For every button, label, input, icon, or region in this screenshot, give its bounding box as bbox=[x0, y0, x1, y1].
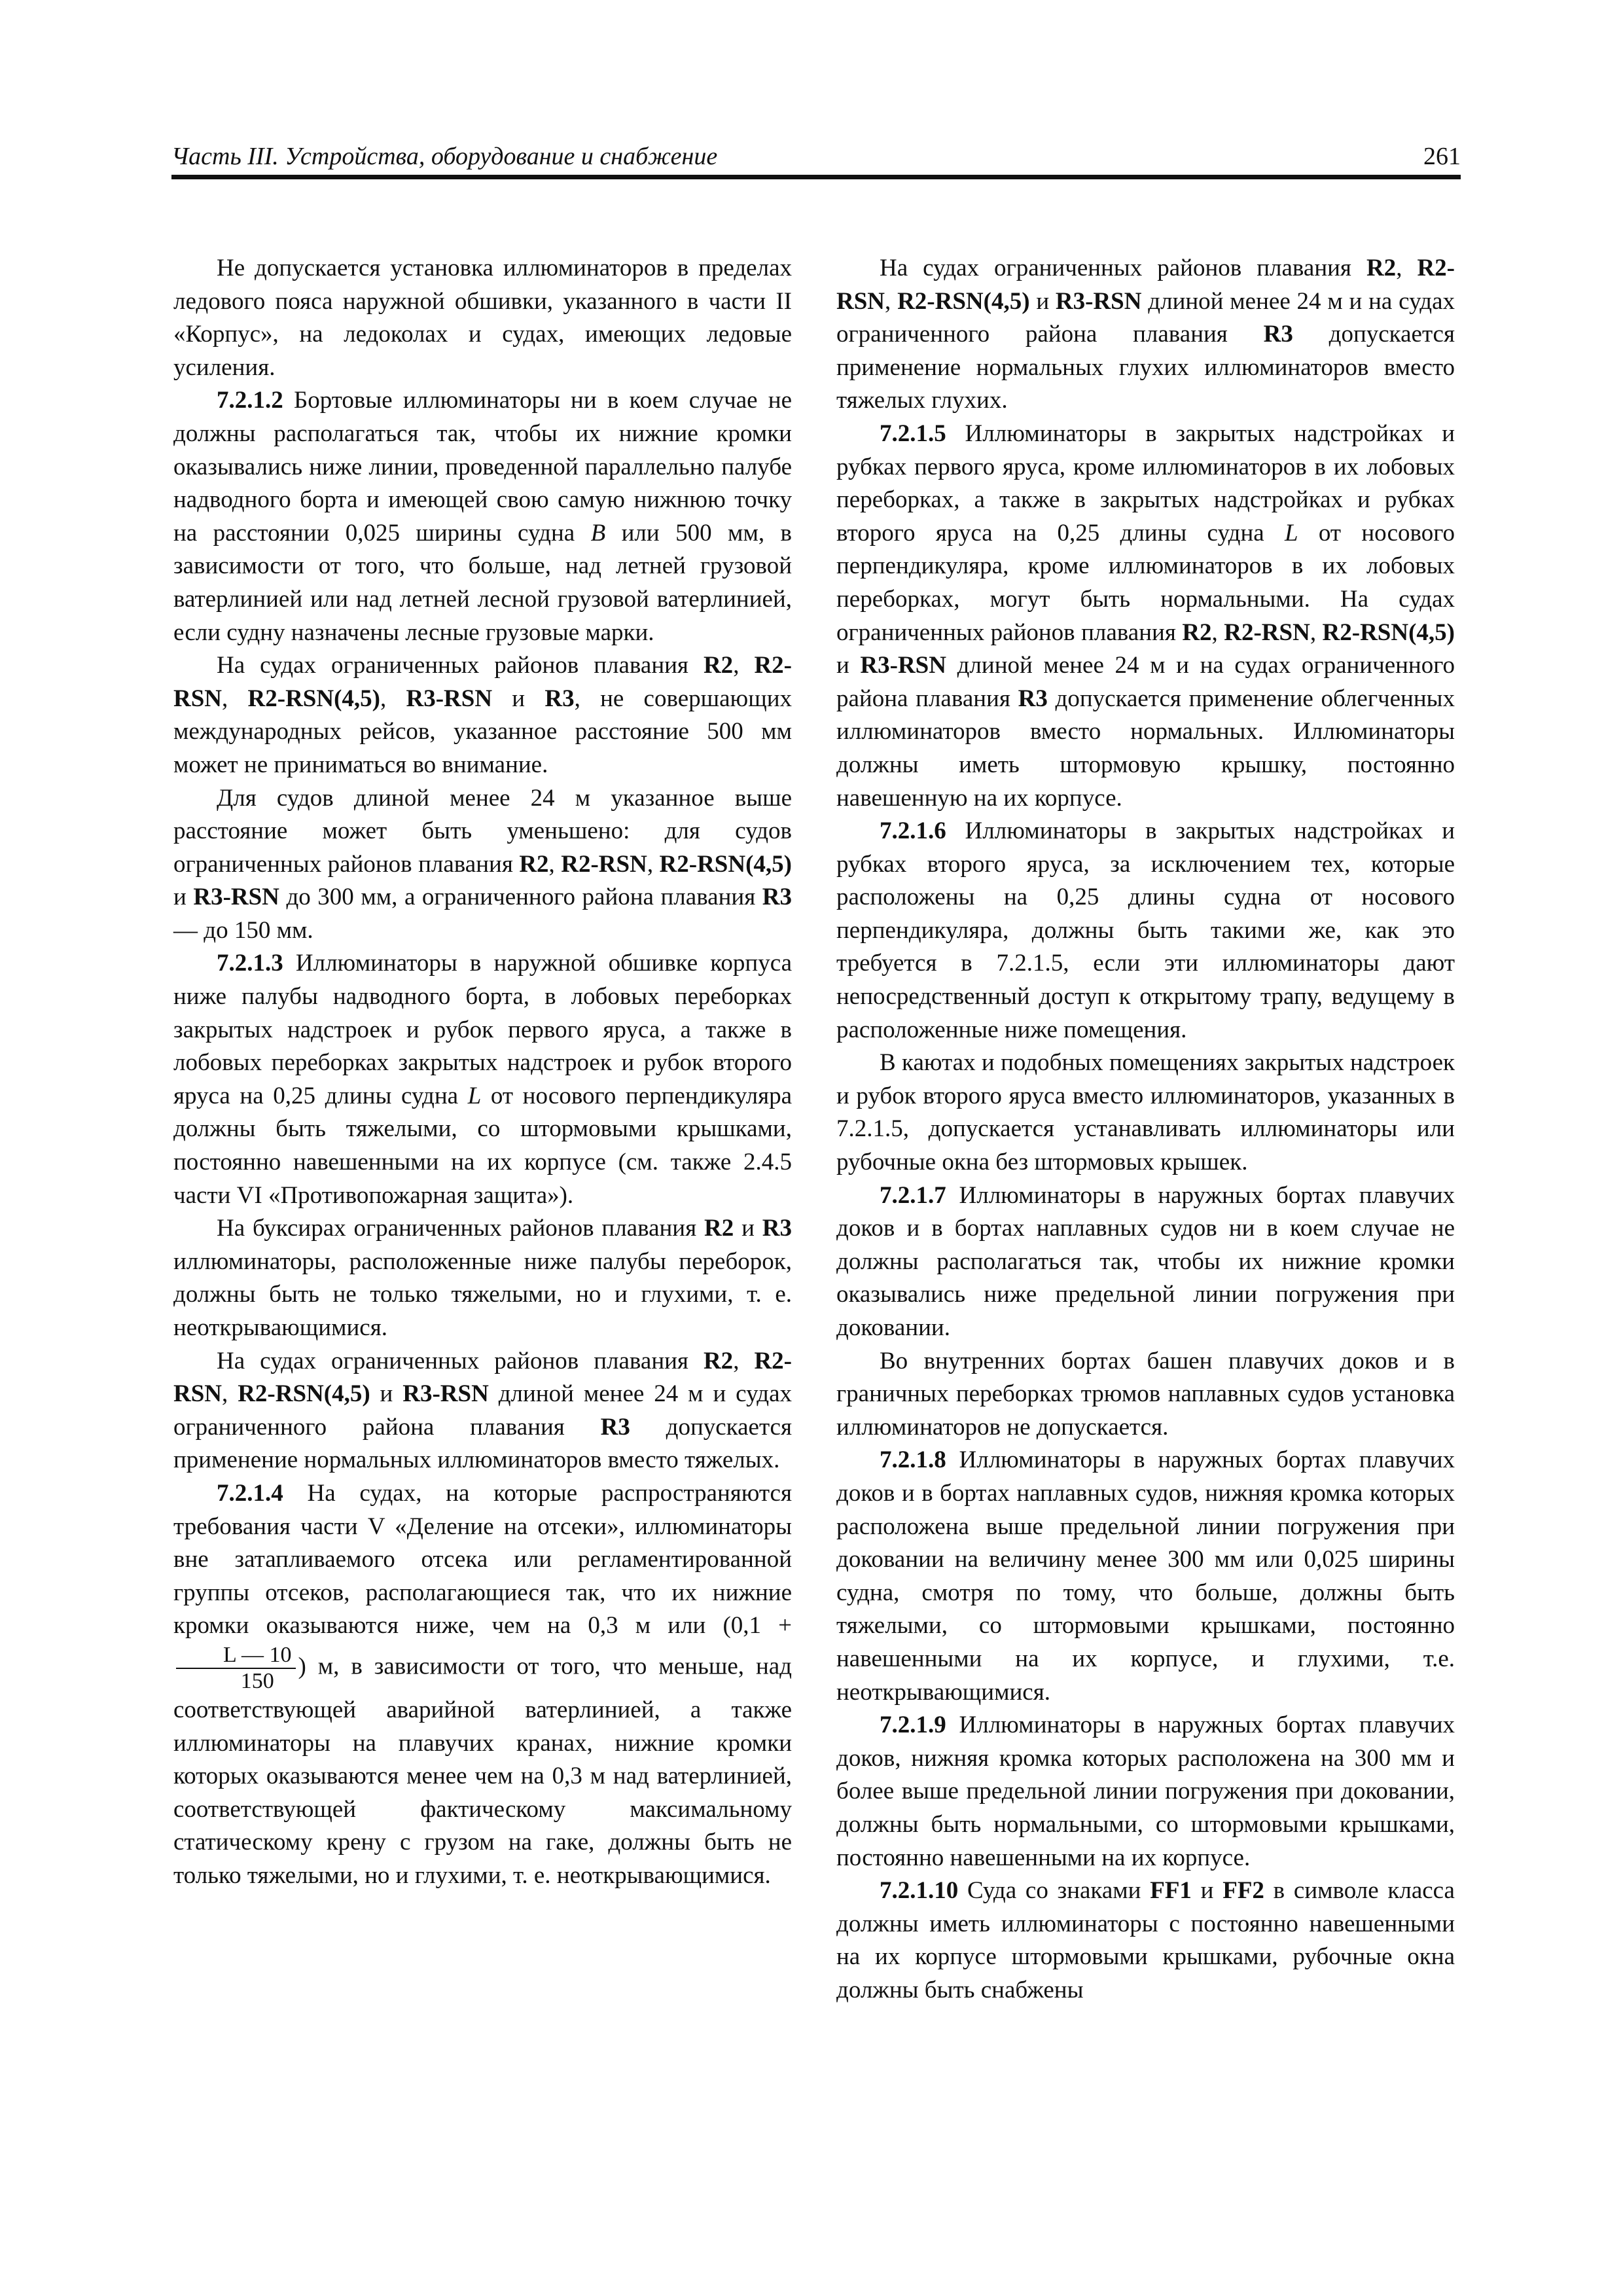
class-mark: R2 bbox=[703, 652, 734, 679]
section-number: 7.2.1.9 bbox=[880, 1712, 946, 1739]
class-mark: R2-RSN(4,5) bbox=[1322, 619, 1455, 646]
paragraph bbox=[173, 384, 792, 649]
class-mark: R2-RSN(4,5) bbox=[897, 287, 1030, 315]
separator: , bbox=[733, 1347, 755, 1374]
paragraph-text: На судах, на которые распространяются требования части V «Деление на отсеки», иллюминаторы вне затапливаемого отсека или регламентированной группы отсеков, располагающиеся так, что их нижние кромки оказываются ниже, чем на 0,3 м или (0,1 + bbox=[173, 1479, 792, 1640]
paragraph bbox=[836, 1874, 1455, 2007]
class-mark: R2 bbox=[1366, 255, 1397, 281]
separator: , bbox=[548, 850, 562, 878]
paragraph-text: от носового перпендикуляра должны быть тяжелыми, со штормовыми крышками, постоянно навешенными на их корпусе (см. также 2.4.5 части VI «Противопожарная защита»). bbox=[173, 1082, 793, 1209]
paragraph-text: или 500 мм, в зависимости от того, что больше, над летней грузовой ватерлинией или над летней лесной грузовой ватерлинией, если судну назначены лесные грузовые марки. bbox=[173, 519, 792, 646]
separator: и bbox=[734, 1215, 762, 1242]
class-mark: R3 bbox=[1018, 685, 1048, 712]
running-header bbox=[171, 140, 1461, 179]
class-mark: R2-RSN bbox=[173, 652, 792, 712]
section-number: 7.2.1.4 bbox=[217, 1479, 283, 1507]
paragraph-text: Для судов длиной менее 24 м указанное выше расстояние может быть уменьшено: для судов ограниченных районов плавания bbox=[173, 784, 792, 878]
class-mark: R2 bbox=[1182, 619, 1212, 646]
paragraph-text: На судах ограниченных районов плавания bbox=[880, 255, 1366, 281]
paragraph bbox=[173, 649, 792, 781]
separator: , bbox=[380, 685, 406, 712]
paragraph bbox=[836, 815, 1455, 1047]
paragraph-text: — до 150 мм. bbox=[173, 916, 313, 944]
paragraph-text: длиной менее 24 м и на судах ограниченного района плавания bbox=[836, 652, 1455, 712]
paragraph bbox=[173, 1345, 792, 1477]
class-mark: R2 bbox=[519, 850, 549, 878]
paragraph bbox=[836, 418, 1455, 815]
paragraph-text: допускается применение нормальных иллюминаторов вместо тяжелых. bbox=[173, 1413, 792, 1474]
class-mark: R3-RSN bbox=[1055, 287, 1142, 315]
class-mark: FF1 bbox=[1150, 1877, 1192, 1905]
paragraph-text: Не допускается установка иллюминаторов в пределах ледового пояса наружной обшивки, указанного в части II «Корпус», на ледоколах и судах, имеющих ледовые усиления. bbox=[173, 255, 792, 381]
left-column bbox=[173, 252, 792, 1893]
variable: L bbox=[1285, 519, 1298, 547]
paragraph-text: Иллюминаторы в наружных бортах плавучих доков и в бортах наплавных судов, нижняя кромка которых расположена выше предельной линии погружения при доковании на величину менее 300 мм или 0,025 ширины судна, смотря по тому, что больше, должны быть тяжелыми, со штормовыми крышками, постоянно навешенными на их корпусе, и глухими, т.е. неоткрывающимися. bbox=[836, 1446, 1455, 1706]
paragraph-text: Иллюминаторы в наружной обшивке корпуса ниже палубы надводного борта, в лобовых переборках закрытых надстроек и рубок первого яруса, а также в лобовых переборках закрытых надстроек и рубок второго яруса на 0,25 длины судна bbox=[173, 950, 792, 1109]
paragraph bbox=[836, 252, 1455, 418]
class-mark: R3-RSN bbox=[402, 1380, 489, 1408]
paragraph-text: ) м, в зависимости от того, что меньше, над соответствующей аварийной ватерлинией, а также иллюминаторы на плавучих кранах, нижние кромки которых оказываются менее чем на 0,3 м над ватерлинией, соответствующей фактическому максимальному статическому крену с грузом на гаке, должны быть не только тяжелыми, но и глухими, т. е. неоткрывающимися. bbox=[173, 1653, 792, 1889]
paragraph-text: длиной менее 24 м и судах ограниченного района плавания bbox=[173, 1380, 792, 1441]
variable: B bbox=[590, 519, 606, 547]
class-mark: R3-RSN bbox=[406, 685, 493, 712]
fraction bbox=[176, 1643, 296, 1694]
separator: , bbox=[1310, 619, 1323, 646]
paragraph bbox=[173, 252, 792, 384]
fraction-numerator: L — 10 bbox=[176, 1643, 296, 1669]
class-mark: R3-RSN bbox=[860, 652, 946, 679]
paragraph bbox=[173, 782, 792, 948]
paragraph bbox=[173, 947, 792, 1212]
class-mark: R2-RSN bbox=[836, 255, 1455, 315]
section-number: 7.2.1.6 bbox=[880, 817, 946, 845]
paragraph bbox=[836, 1047, 1455, 1179]
separator: и bbox=[1191, 1877, 1223, 1905]
class-mark: R2 bbox=[704, 1215, 734, 1242]
section-number: 7.2.1.2 bbox=[217, 387, 283, 414]
page-number: 261 bbox=[1423, 143, 1461, 170]
separator: и bbox=[836, 652, 861, 679]
paragraph-text: Во внутренних бортах башен плавучих доков и в граничных переборках трюмов наплавных судов установка иллюминаторов не допускается. bbox=[836, 1347, 1455, 1441]
separator: и bbox=[1029, 287, 1056, 315]
separator: , bbox=[222, 685, 248, 712]
section-number: 7.2.1.8 bbox=[880, 1446, 946, 1474]
class-mark: R3 bbox=[1263, 321, 1293, 348]
paragraph-text: Иллюминаторы в закрытых надстройках и рубках первого яруса, кроме иллюминаторов в их лобовых переборках, а также в закрытых надстройках и рубках второго яруса на 0,25 длины судна bbox=[836, 420, 1455, 547]
paragraph bbox=[836, 1345, 1455, 1444]
class-mark: R3 bbox=[600, 1413, 630, 1441]
section-number: 7.2.1.10 bbox=[880, 1877, 959, 1905]
class-mark: R2-RSN bbox=[1224, 619, 1310, 646]
class-mark: R2-RSN(4,5) bbox=[659, 850, 792, 878]
paragraph bbox=[836, 1444, 1455, 1709]
separator: , bbox=[647, 850, 660, 878]
section-number: 7.2.1.3 bbox=[217, 950, 283, 977]
section-number: 7.2.1.5 bbox=[880, 420, 946, 447]
paragraph-text: Иллюминаторы в наружных бортах плавучих доков, нижняя кромка которых расположена на 300 мм и более выше предельной линии погружения при доковании, должны быть нормальными, со штормовыми крышками, постоянно навешенными на их корпусе. bbox=[836, 1712, 1455, 1871]
paragraph-text: допускается применение нормальных глухих иллюминаторов вместо тяжелых глухих. bbox=[836, 321, 1455, 414]
header-title: Часть III. Устройства, оборудование и снабжение bbox=[171, 143, 718, 170]
class-mark: R3-RSN bbox=[193, 884, 279, 911]
class-mark: R2-RSN(4,5) bbox=[247, 685, 380, 712]
class-mark: FF2 bbox=[1222, 1877, 1264, 1905]
class-mark: R2-RSN bbox=[173, 1347, 792, 1408]
paragraph-text: Суда со знаками bbox=[958, 1877, 1150, 1905]
paragraph-text: На судах ограниченных районов плавания bbox=[217, 652, 704, 679]
variable: L bbox=[467, 1082, 482, 1109]
paragraph bbox=[173, 1477, 792, 1893]
paragraph-text: длиной менее 24 м и на судах ограниченного района плавания bbox=[836, 287, 1455, 348]
separator: , bbox=[885, 287, 898, 315]
class-mark: R3 bbox=[762, 884, 792, 911]
paragraph-text: Бортовые иллюминаторы ни в коем случае не должны располагаться так, чтобы их нижние кромки оказывались ниже линии, проведенной параллельно палубе надводного борта и имеющей свою самую нижнюю точку на расстоянии 0,025 ширины судна bbox=[173, 387, 792, 547]
paragraph-text: допускается применение облегченных иллюминаторов вместо нормальных. Иллюминаторы должны иметь штормовую крышку, постоянно навешенную на их корпусе. bbox=[836, 685, 1455, 812]
fraction-denominator: 150 bbox=[240, 1668, 274, 1693]
separator: и bbox=[492, 685, 545, 712]
paragraph-text: до 300 мм, а ограниченного района плавания bbox=[279, 884, 762, 911]
section-number: 7.2.1.7 bbox=[880, 1181, 946, 1209]
paragraph bbox=[836, 1179, 1455, 1345]
separator: , bbox=[222, 1380, 238, 1408]
paragraph bbox=[173, 1212, 792, 1344]
paragraph-text: , не совершающих международных рейсов, указанное расстояние 500 мм может не приниматься во внимание. bbox=[173, 685, 792, 778]
class-mark: R3 bbox=[762, 1215, 793, 1242]
paragraph bbox=[836, 1709, 1455, 1874]
paragraph-text: Иллюминаторы в закрытых надстройках и рубках второго яруса, за исключением тех, которые расположены на 0,25 длины судна от носового перпендикуляра, должны быть такими же, как это требуется в 7.2.1.5, если эти иллюминаторы дают непосредственный доступ к открытому трапу, ведущему в расположенные ниже помещения. bbox=[836, 817, 1455, 1043]
paragraph-text: в символе класса должны иметь иллюминаторы с постоянно навешенными на их корпусе штормовыми крышками, рубочные окна должны быть снабжены bbox=[836, 1877, 1455, 2003]
paragraph-text: В каютах и подобных помещениях закрытых надстроек и рубок второго яруса вместо иллюминаторов, указанных в 7.2.1.5, допускается устанавливать иллюминаторы или рубочные окна без штормовых крышек. bbox=[836, 1049, 1455, 1176]
separator: , bbox=[1396, 255, 1418, 281]
separator: и bbox=[173, 884, 194, 911]
class-mark: R2 bbox=[703, 1347, 734, 1374]
paragraph-text: На буксирах ограниченных районов плавания bbox=[217, 1215, 704, 1242]
separator: , bbox=[733, 652, 755, 679]
class-mark: R3 bbox=[544, 685, 575, 712]
separator: и bbox=[370, 1380, 403, 1408]
right-column bbox=[836, 252, 1455, 2007]
paragraph-text: иллюминаторы, расположенные ниже палубы переборок, должны быть не только тяжелыми, но и глухими, т. е. неоткрывающимися. bbox=[173, 1247, 792, 1341]
paragraph-text: На судах ограниченных районов плавания bbox=[217, 1347, 704, 1374]
separator: , bbox=[1211, 619, 1224, 646]
paragraph-text: Иллюминаторы в наружных бортах плавучих доков и в бортах наплавных судов ни в коем случае не должны располагаться так, чтобы их нижние кромки оказывались ниже предельной линии погружения при доковании. bbox=[836, 1181, 1455, 1341]
class-mark: R2-RSN(4,5) bbox=[238, 1380, 370, 1408]
class-mark: R2-RSN bbox=[561, 850, 647, 878]
paragraph-text: от носового перпендикуляра, кроме иллюминаторов в их лобовых переборках, могут быть нормальными. На судах ограниченных районов плавания bbox=[836, 519, 1455, 646]
